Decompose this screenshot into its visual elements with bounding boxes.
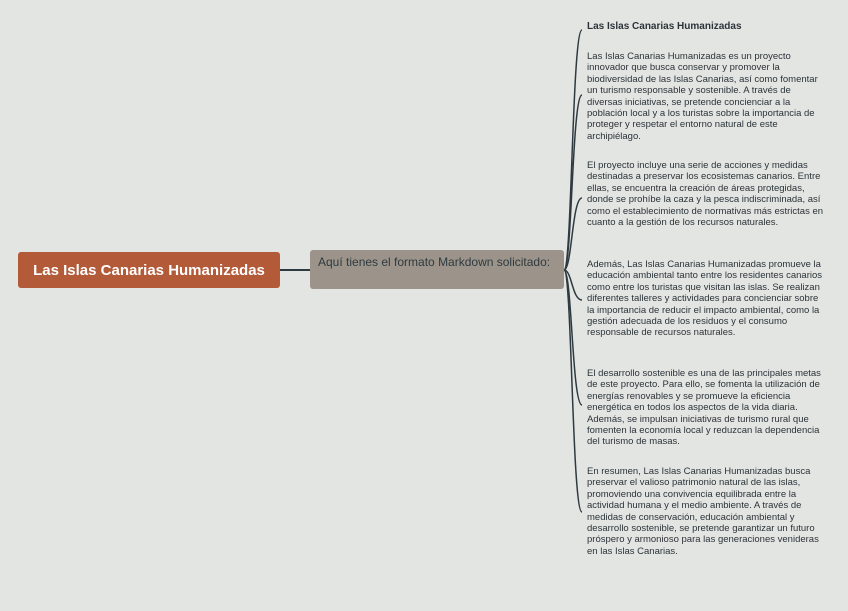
- root-topic-node[interactable]: [18, 252, 280, 288]
- subtopic-node[interactable]: [310, 250, 564, 289]
- connector-leaf-6: [564, 270, 582, 512]
- leaf-intro-text: Las Islas Canarias Humanizadas es un proyecto innovador que busca conservar y promover la biodiversidad de las Islas Canarias, así como fomentar un turismo responsable y sostenible. A través de diversas iniciativas, se pretende concienciar a la población local y a los turistas sobre la importancia de proteger y respetar el entorno natural de este archipiélago.: [587, 51, 818, 142]
- leaf-node-summary[interactable]: [587, 466, 827, 557]
- subtopic-label: Aquí tienes el formato Markdown solicitado:: [318, 255, 551, 269]
- middle-to-leaves-connectors: [564, 30, 582, 512]
- leaf-title-text: Las Islas Canarias Humanizadas: [587, 21, 742, 32]
- leaf-environmental-education-text: Además, Las Islas Canarias Humanizadas promueve la educación ambiental tanto entre los residentes canarios como entre los turistas que visitan las islas. Se realizan diferentes talleres y actividades para concienciar sobre la importancia de reducir el impacto ambiental, como la gestión adecuada de los residuos y el consumo responsable de recursos naturales.: [587, 259, 823, 339]
- leaf-node-title[interactable]: [587, 21, 827, 32]
- leaf-node-protected-areas[interactable]: [587, 160, 827, 228]
- connector-leaf-5: [564, 270, 582, 405]
- root-topic-label: Las Islas Canarias Humanizadas: [33, 261, 265, 279]
- leaf-protected-areas-text: El proyecto incluye una serie de acciones y medidas destinadas a preservar los ecosistemas canarios. Entre ellas, se encuentra la creación de áreas protegidas, donde se prohíbe la caza y la pesca indiscriminada, así como el establecimiento de normativas más estrictas en cuanto a la gestión de los recursos naturales.: [587, 160, 824, 229]
- leaf-summary-text: En resumen, Las Islas Canarias Humanizadas busca preservar el valioso patrimonio natural de las islas, promoviendo una convivencia equilibrada entre la actividad humana y el medio ambiente. A través de medidas de conservación, educación ambiental y desarrollo sostenible, se pretende garantizar un futuro próspero y armonioso para las generaciones venideras en las Islas Canarias.: [587, 466, 819, 557]
- leaf-node-sustainable-development[interactable]: [587, 368, 827, 448]
- leaf-node-environmental-education[interactable]: [587, 259, 827, 339]
- leaf-sustainable-development-text: El desarrollo sostenible es una de las principales metas de este proyecto. Para ello, se fomenta la utilización de energías renovables y se promueve la eficiencia energética en todos los aspectos de la vida diaria. Además, se impulsan iniciativas de turismo rural que fomenten la economía local y reduzcan la dependencia del turismo de masas.: [587, 368, 821, 448]
- leaf-node-intro[interactable]: [587, 51, 827, 142]
